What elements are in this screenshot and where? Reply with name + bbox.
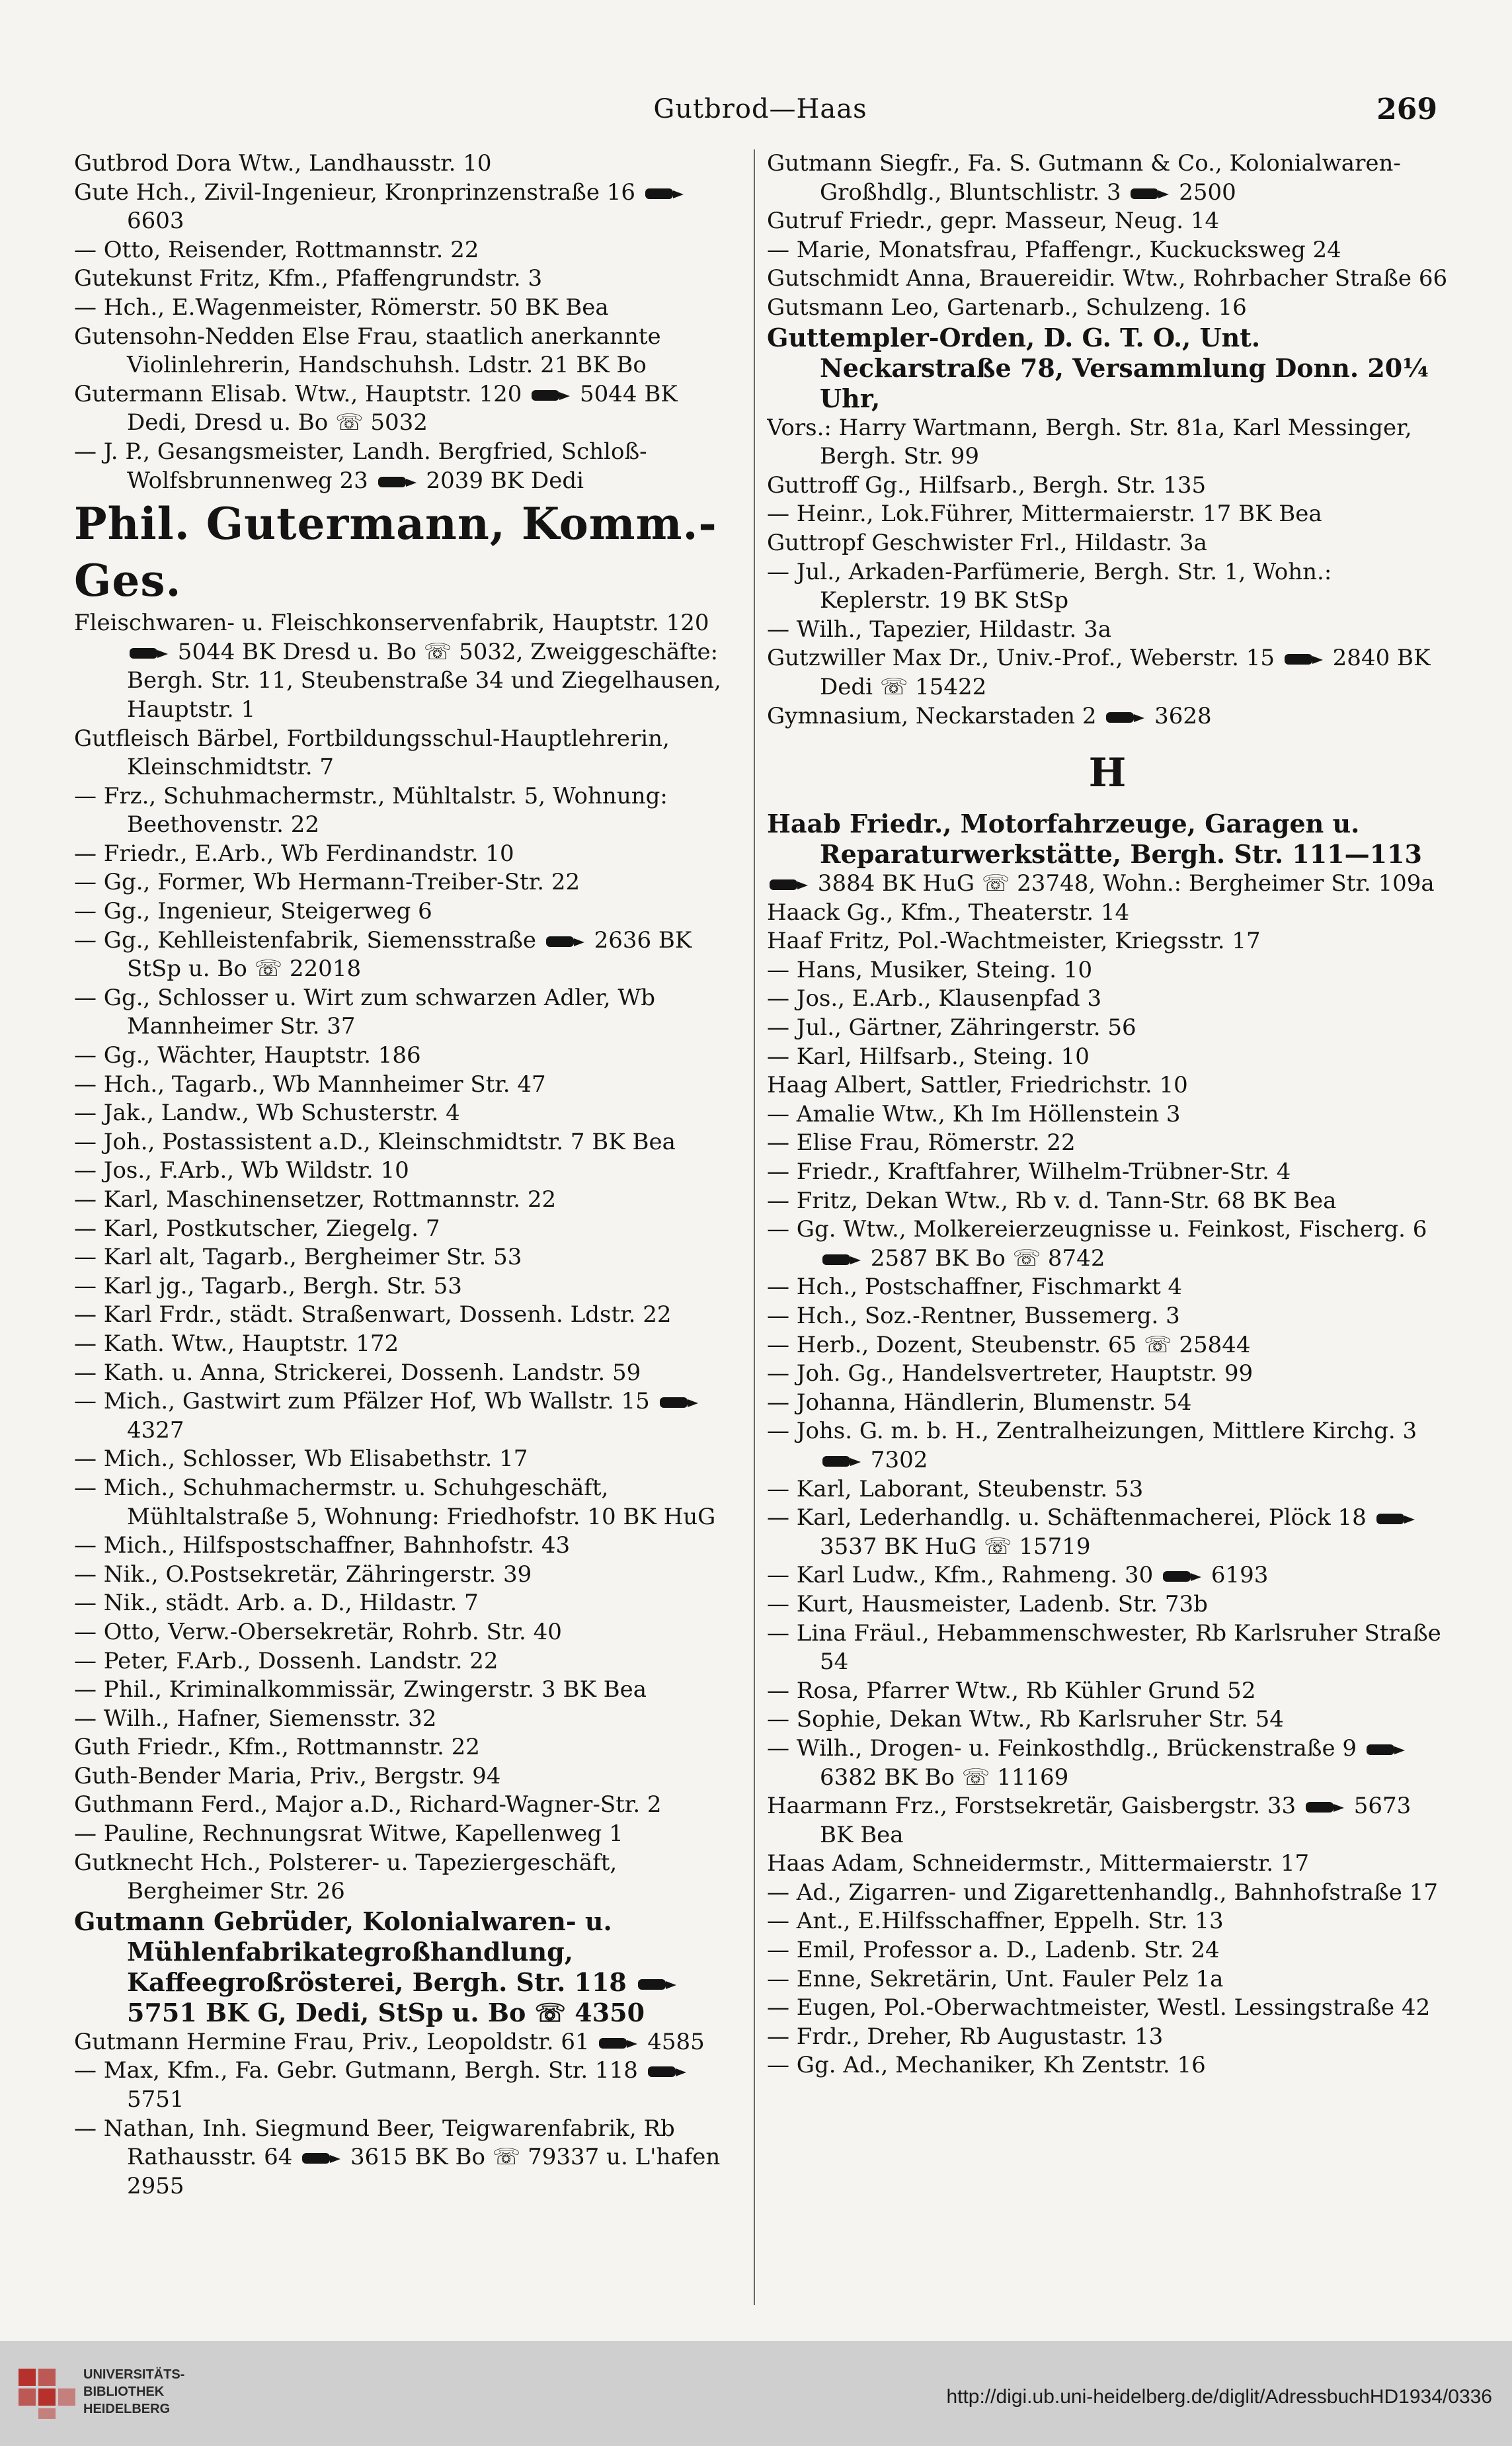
telephone-icon xyxy=(648,2064,686,2079)
directory-entry: — Phil., Kriminalkommissär, Zwingerstr. 3 BK Bea xyxy=(74,1676,647,1703)
directory-entry: Gutmann Siegfr., Fa. S. Gutmann & Co., Kolonialwaren-Großhdlg., Bluntschlistr. 3 2500 xyxy=(767,150,1401,206)
directory-entry: — Herb., Dozent, Steubenstr. 65 ☏ 25844 xyxy=(767,1331,1251,1358)
directory-entry: Gutensohn-Nedden Else Frau, staatlich anerkannte Violinlehrerin, Handschuhsh. Ldstr. 21 BK Bo xyxy=(74,323,661,379)
directory-entry: — Joh., Postassistent a.D., Kleinschmidtstr. 7 BK Bea xyxy=(74,1128,676,1155)
directory-entry: — Sophie, Dekan Wtw., Rb Karlsruher Str. 54 xyxy=(767,1706,1284,1733)
directory-entry: — Joh. Gg., Handelsvertreter, Hauptstr. 99 xyxy=(767,1360,1253,1387)
telephone-icon xyxy=(1306,1800,1344,1814)
directory-entry: — Otto, Reisender, Rottmannstr. 22 xyxy=(74,236,479,263)
directory-entry: — Gg., Wächter, Hauptstr. 186 xyxy=(74,1042,421,1069)
directory-entry: — Fritz, Dekan Wtw., Rb v. d. Tann-Str. 68 BK Bea xyxy=(767,1187,1337,1214)
directory-entry: — Ad., Zigarren- und Zigarettenhandlg., Bahnhofstraße 17 xyxy=(767,1879,1438,1906)
directory-entry: — J. P., Gesangsmeister, Landh. Bergfried, Schloß-Wolfsbrunnenweg 23 2039 BK Dedi xyxy=(74,438,647,494)
directory-entry: Haag Albert, Sattler, Friedrichstr. 10 xyxy=(767,1072,1188,1099)
footer-bar xyxy=(0,2341,1512,2446)
university-library-logo-icon xyxy=(17,2367,77,2420)
directory-entry: — Elise Frau, Römerstr. 22 xyxy=(767,1129,1076,1157)
directory-entry: — Gg., Former, Wb Hermann-Treiber-Str. 22 xyxy=(74,869,580,896)
directory-entry: — Nathan, Inh. Siegmund Beer, Teigwarenfabrik, Rb Rathausstr. 64 3615 BK Bo ☏ 79337 u. L'hafen 2955 xyxy=(74,2115,721,2199)
section-letter-heading: H xyxy=(1088,750,1127,797)
directory-entry: — Jos., F.Arb., Wb Wildstr. 10 xyxy=(74,1157,409,1184)
library-name-line: BIBLIOTHEK xyxy=(83,2385,165,2399)
directory-entry: Haas Adam, Schneidermstr., Mittermaierstr. 17 xyxy=(767,1850,1310,1877)
directory-entry: Guttropf Geschwister Frl., Hildastr. 3a xyxy=(767,529,1207,556)
bold-entry: Gutmann Gebrüder, Kolonialwaren- u. Mühlenfabrikategroßhandlung, Kaffeegroßrösterei, Bergh. Str. 118 5751 BK G, Dedi, StSp u. Bo ☏ 4350 xyxy=(74,1906,735,2028)
directory-entry: — Max, Kfm., Fa. Gebr. Gutmann, Bergh. Str. 118 5751 xyxy=(74,2057,735,2114)
directory-entry: — Kath. Wtw., Hauptstr. 172 xyxy=(74,1330,399,1357)
directory-entry: — Marie, Monatsfrau, Pfaffengr., Kuckucksweg 24 xyxy=(767,236,1341,263)
directory-entry: — Karl, Postkutscher, Ziegelg. 7 xyxy=(74,1215,440,1242)
page-number: 269 xyxy=(1376,93,1437,126)
telephone-icon xyxy=(822,1252,861,1267)
telephone-icon xyxy=(1106,710,1144,725)
directory-entry: Guth-Bender Maria, Priv., Bergstr. 94 xyxy=(74,1762,501,1789)
directory-entry: Gutzwiller Max Dr., Univ.-Prof., Weberstr. 15 2840 BK Dedi ☏ 15422 xyxy=(767,645,1431,700)
telephone-icon xyxy=(1376,1512,1415,1526)
directory-entry: — Wilh., Drogen- u. Feinkosthdlg., Brückenstraße 9 6382 BK Bo ☏ 11169 xyxy=(767,1734,1448,1792)
library-name-line: HEIDELBERG xyxy=(83,2402,171,2416)
directory-entry: Gutschmidt Anna, Brauereidir. Wtw., Rohrbacher Straße 66 xyxy=(767,265,1448,292)
telephone-icon xyxy=(302,2151,340,2166)
telephone-icon xyxy=(1285,652,1323,667)
directory-entry: — Mich., Gastwirt zum Pfälzer Hof, Wb Wallstr. 15 4327 xyxy=(74,1387,735,1445)
directory-entry: Gymnasium, Neckarstaden 2 3628 xyxy=(767,702,1212,729)
directory-entry: Haack Gg., Kfm., Theaterstr. 14 xyxy=(767,899,1130,926)
directory-entry: — Hch., Postschaffner, Fischmarkt 4 xyxy=(767,1274,1183,1301)
directory-entry: — Wilh., Tapezier, Hildastr. 3a xyxy=(767,616,1112,643)
directory-entry: — Ant., E.Hilfsschaffner, Eppelh. Str. 13 xyxy=(767,1908,1224,1935)
directory-entry: — Jul., Arkaden-Parfümerie, Bergh. Str. 1, Wohn.: Keplerstr. 19 BK StSp xyxy=(767,558,1332,614)
directory-entry: — Lina Fräul., Hebammenschwester, Rb Karlsruher Straße 54 xyxy=(767,1619,1441,1676)
directory-entry: Gutknecht Hch., Polsterer- u. Tapeziergeschäft, Bergheimer Str. 26 xyxy=(74,1849,617,1905)
directory-entry: Gutmann Hermine Frau, Priv., Leopoldstr. 61 4585 xyxy=(74,2028,705,2055)
directory-entry: — Hch., E.Wagenmeister, Römerstr. 50 BK Bea xyxy=(74,294,609,321)
directory-entry: Haarmann Frz., Forstsekretär, Gaisbergstr. 33 5673 BK Bea xyxy=(767,1793,1412,1848)
telephone-icon xyxy=(378,475,417,489)
running-head: Gutbrod—Haas xyxy=(653,94,867,124)
directory-entry: Vors.: Harry Wartmann, Bergh. Str. 81a, Karl Messinger, Bergh. Str. 99 xyxy=(767,414,1412,470)
directory-entry: — Eugen, Pol.-Oberwachtmeister, Westl. Lessingstraße 42 xyxy=(767,1994,1431,2021)
directory-entry: — Karl, Lederhandlg. u. Schäftenmacherei, Plöck 18 3537 BK HuG ☏ 15719 xyxy=(767,1504,1448,1561)
bold-entry: Guttempler-Orden, D. G. T. O., Unt. Neckarstraße 78, Versammlung Donn. 20¼ Uhr, xyxy=(767,322,1429,413)
directory-entry: — Emil, Professor a. D., Ladenb. Str. 24 xyxy=(767,1937,1220,1964)
telephone-icon xyxy=(770,877,808,892)
directory-entry: — Gg., Schlosser u. Wirt zum schwarzen Adler, Wb Mannheimer Str. 37 xyxy=(74,984,656,1040)
directory-entry: — Karl jg., Tagarb., Bergh. Str. 53 xyxy=(74,1272,462,1299)
directory-entry: Gutbrod Dora Wtw., Landhausstr. 10 xyxy=(74,150,492,177)
telephone-icon xyxy=(130,646,168,661)
telephone-icon xyxy=(1163,1569,1201,1584)
right-column xyxy=(767,149,1448,2325)
directory-entry: — Karl alt, Tagarb., Bergheimer Str. 53 xyxy=(74,1244,522,1271)
directory-entry: — Amalie Wtw., Kh Im Höllenstein 3 xyxy=(767,1100,1181,1127)
directory-entry: — Wilh., Hafner, Siemensstr. 32 xyxy=(74,1705,437,1732)
directory-entry: — Frz., Schuhmachermstr., Mühltalstr. 5, Wohnung: Beethovenstr. 22 xyxy=(74,782,668,838)
directory-entry: — Frdr., Dreher, Rb Augustastr. 13 xyxy=(767,2023,1164,2050)
directory-entry: — Jak., Landw., Wb Schusterstr. 4 xyxy=(74,1100,460,1127)
left-column xyxy=(74,149,735,2325)
library-name xyxy=(83,2366,184,2418)
directory-entry: Guttroff Gg., Hilfsarb., Bergh. Str. 135 xyxy=(767,471,1207,499)
telephone-icon xyxy=(599,2036,637,2051)
directory-entry: — Johs. G. m. b. H., Zentralheizungen, Mittlere Kirchg. 3 7302 xyxy=(767,1418,1417,1473)
telephone-icon xyxy=(638,1977,676,1992)
directory-entry: — Jos., E.Arb., Klausenpfad 3 xyxy=(767,985,1102,1012)
directory-entry: — Gg. Wtw., Molkereierzeugnisse u. Feinkost, Fischerg. 6 2587 BK Bo ☏ 8742 xyxy=(767,1216,1427,1272)
directory-entry: — Johanna, Händlerin, Blumenstr. 54 xyxy=(767,1389,1192,1416)
directory-entry: — Karl, Laborant, Steubenstr. 53 xyxy=(767,1475,1144,1502)
telephone-icon xyxy=(1367,1742,1405,1757)
telephone-icon xyxy=(822,1454,861,1469)
directory-entry: — Nik., O.Postsekretär, Zähringerstr. 39 xyxy=(74,1561,532,1588)
source-url-link[interactable]: http://digi.ub.uni-heidelberg.de/diglit/AdressbuchHD1934/0336 xyxy=(946,2386,1492,2408)
directory-entry: Gutsmann Leo, Gartenarb., Schulzeng. 16 xyxy=(767,294,1247,321)
directory-entry: — Nik., städt. Arb. a. D., Hildastr. 7 xyxy=(74,1590,479,1617)
telephone-icon xyxy=(546,934,584,949)
directory-entry: — Peter, F.Arb., Dossenh. Landstr. 22 xyxy=(74,1647,498,1674)
directory-entry: — Jul., Gärtner, Zähringerstr. 56 xyxy=(767,1014,1136,1041)
directory-entry: — Mich., Schlosser, Wb Elisabethstr. 17 xyxy=(74,1446,528,1473)
directory-entry: Gutfleisch Bärbel, Fortbildungsschul-Hauptlehrerin, Kleinschmidtstr. 7 xyxy=(74,725,670,781)
display-entry: Phil. Gutermann, Komm.-Ges. xyxy=(74,498,717,607)
directory-entry: — Kath. u. Anna, Strickerei, Dossenh. Landstr. 59 xyxy=(74,1359,641,1386)
directory-entry: — Karl Ludw., Kfm., Rahmeng. 30 6193 xyxy=(767,1562,1269,1589)
directory-entry: — Karl, Maschinensetzer, Rottmannstr. 22 xyxy=(74,1186,557,1213)
directory-entry: Gutermann Elisab. Wtw., Hauptstr. 120 5044 BK Dedi, Dresd u. Bo ☏ 5032 xyxy=(74,380,678,436)
directory-entry: — Otto, Verw.-Obersekretär, Rohrb. Str. 40 xyxy=(74,1618,562,1645)
directory-entry: — Gg. Ad., Mechaniker, Kh Zentstr. 16 xyxy=(767,2052,1206,2079)
directory-entry: — Heinr., Lok.Führer, Mittermaierstr. 17 BK Bea xyxy=(767,501,1322,528)
directory-entry: — Pauline, Rechnungsrat Witwe, Kapellenweg 1 xyxy=(74,1820,623,1848)
directory-entry: Guthmann Ferd., Major a.D., Richard-Wagner-Str. 2 xyxy=(74,1791,662,1818)
directory-entry: Gute Hch., Zivil-Ingenieur, Kronprinzenstraße 16 6603 xyxy=(74,179,735,236)
library-name-line: UNIVERSITÄTS- xyxy=(83,2367,185,2382)
directory-entry: — Hch., Tagarb., Wb Mannheimer Str. 47 xyxy=(74,1071,546,1098)
directory-entry: — Hans, Musiker, Steing. 10 xyxy=(767,956,1093,983)
bold-entry: Haab Friedr., Motorfahrzeuge, Garagen u. Reparaturwerkstätte, Bergh. Str. 111—113 xyxy=(767,809,1422,870)
directory-entry: Gutruf Friedr., gepr. Masseur, Neug. 14 xyxy=(767,208,1220,235)
directory-entry: — Friedr., E.Arb., Wb Ferdinandstr. 10 xyxy=(74,840,514,867)
directory-entry: — Karl Frdr., städt. Straßenwart, Dossenh. Ldstr. 22 xyxy=(74,1301,672,1328)
directory-entry: Gutekunst Fritz, Kfm., Pfaffengrundstr. 3 xyxy=(74,265,543,292)
page-header xyxy=(73,86,1448,139)
directory-entry: Fleischwaren- u. Fleischkonservenfabrik, Hauptstr. 120 5044 BK Dresd u. Bo ☏ 5032, Zweiggeschäfte: Bergh. Str. 11, Steubenstraße 34 und Ziegelhausen, Hauptstr. 1 xyxy=(74,610,721,723)
directory-entry: — Mich., Schuhmachermstr. u. Schuhgeschäft, Mühltalstraße 5, Wohnung: Friedhofstr. 10 BK HuG xyxy=(74,1474,716,1530)
directory-entry: — Hch., Soz.-Rentner, Bussemerg. 3 xyxy=(767,1303,1180,1329)
telephone-icon xyxy=(660,1395,698,1410)
telephone-icon xyxy=(532,388,570,403)
directory-entry: — Enne, Sekretärin, Unt. Fauler Pelz 1a xyxy=(767,1965,1224,1992)
directory-entry: 3884 BK HuG ☏ 23748, Wohn.: Bergheimer Str. 109a xyxy=(767,870,1448,899)
telephone-icon xyxy=(645,186,684,201)
directory-entry: — Gg., Ingenieur, Steigerweg 6 xyxy=(74,898,432,925)
telephone-icon xyxy=(1131,186,1169,201)
directory-entry: — Mich., Hilfspostschaffner, Bahnhofstr. 43 xyxy=(74,1532,571,1559)
directory-entry: — Gg., Kehlleistenfabrik, Siemensstraße 2636 BK StSp u. Bo ☏ 22018 xyxy=(74,926,692,983)
directory-entry: — Rosa, Pfarrer Wtw., Rb Kühler Grund 52 xyxy=(767,1677,1256,1704)
directory-entry: — Friedr., Kraftfahrer, Wilhelm-Trübner-Str. 4 xyxy=(767,1159,1291,1186)
directory-entry: — Karl, Hilfsarb., Steing. 10 xyxy=(767,1043,1090,1070)
directory-entry: Guth Friedr., Kfm., Rottmannstr. 22 xyxy=(74,1734,480,1761)
column-divider xyxy=(754,149,755,2305)
directory-entry: — Kurt, Hausmeister, Ladenb. Str. 73b xyxy=(767,1590,1208,1617)
directory-entry: Haaf Fritz, Pol.-Wachtmeister, Kriegsstr. 17 xyxy=(767,928,1261,955)
